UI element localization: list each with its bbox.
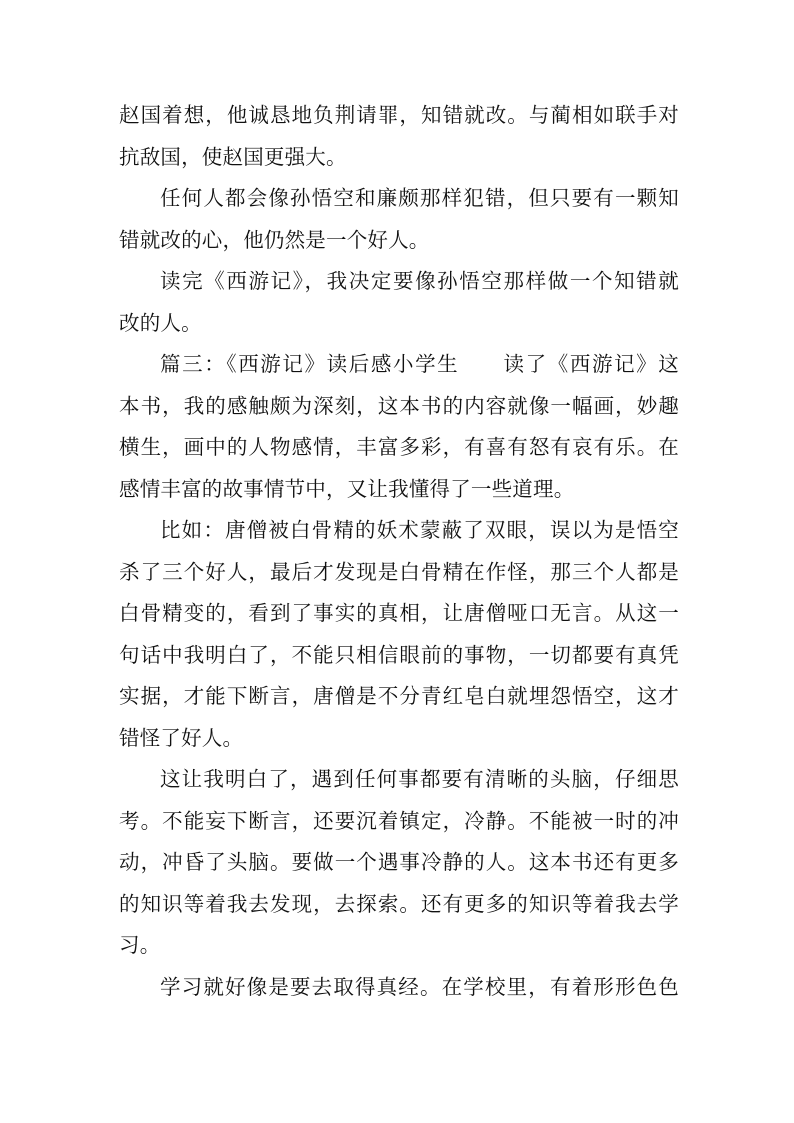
text-line: 感情丰富的故事情节中，又让我懂得了一些道理。 [119, 476, 575, 501]
text-line: 比如：唐僧被白骨精的妖术蒙蔽了双眼，误以为是悟空 [160, 518, 679, 542]
text-line: 动，冲昏了头脑。要做一个遇事冷静的人。这本书还有更多 [119, 850, 679, 874]
text-line: 习。 [119, 933, 161, 957]
text-line: 学习就好像是要去取得真经。在学校里，有着形形色色 [160, 974, 679, 999]
text-line: 抗敌国，使赵国更强大。 [119, 144, 347, 169]
text-line: 杀了三个好人，最后才发现是白骨精在作怪，那三个人都是 [119, 559, 679, 584]
text-line: 任何人都会像孙悟空和廉颇那样犯错，但只要有一颗知 [160, 186, 679, 210]
text-line: 横生，画中的人物感情，丰富多彩，有喜有怒有哀有乐。在 [119, 435, 679, 459]
text-line: 的知识等着我去发现，去探索。还有更多的知识等着我去学 [119, 891, 679, 916]
text-line: 错怪了好人。 [119, 725, 244, 750]
text-line: 改的人。 [119, 310, 202, 335]
text-line: 读完《西游记》，我决定要像孙悟空那样做一个知错就 [160, 269, 679, 293]
text-line: 实据，才能下断言，唐僧是不分青红皂白就埋怨悟空，这才 [119, 684, 679, 708]
text-line: 错就改的心，他仍然是一个好人。 [119, 227, 430, 252]
text-line: 赵国着想，他诚恳地负荆请罪，知错就改。与蔺相如联手对 [119, 103, 679, 127]
text-line: 这让我明白了，遇到任何事都要有清晰的头脑，仔细思 [160, 767, 679, 791]
document-body [119, 95, 679, 1008]
text-line: 白骨精变的，看到了事实的真相，让唐僧哑口无言。从这一 [119, 601, 679, 625]
text-line: 本书，我的感触颇为深刻，这本书的内容就像一幅画，妙趣 [119, 393, 679, 418]
text-line: 考。不能妄下断言，还要沉着镇定，冷静。不能被一时的冲 [119, 808, 679, 833]
text-line: 篇三：《西游记》读后感小学生 读了《西游记》这 [160, 352, 679, 376]
text-line: 句话中我明白了，不能只相信眼前的事物，一切都要有真凭 [119, 642, 679, 667]
